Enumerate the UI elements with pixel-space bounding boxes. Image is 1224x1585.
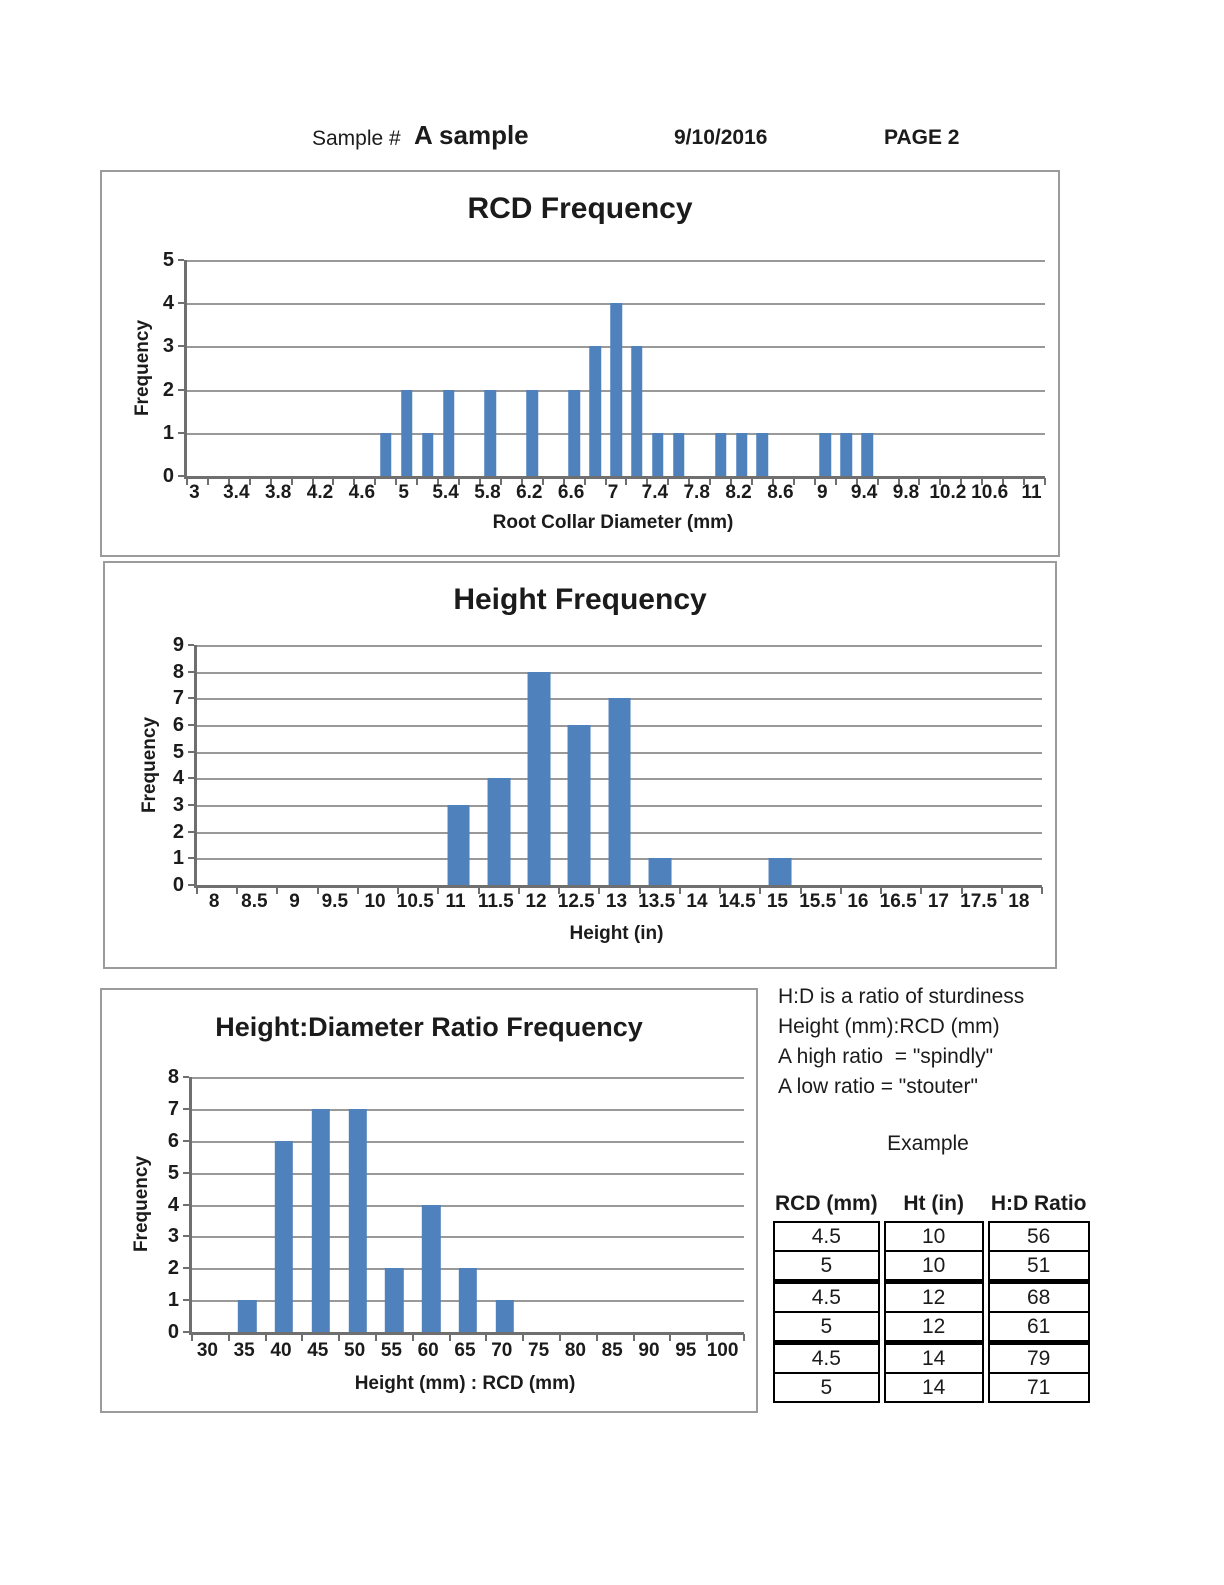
x-tick-label: 50 bbox=[344, 1340, 366, 1361]
y-axis-title: Frequency bbox=[131, 1155, 152, 1253]
x-tick-label: 65 bbox=[454, 1340, 476, 1361]
bar bbox=[422, 433, 434, 476]
y-tick-mark bbox=[178, 302, 184, 304]
table-cell: 51 bbox=[988, 1252, 1090, 1281]
table-cell: 10 bbox=[884, 1252, 984, 1281]
x-tick-label: 10 bbox=[364, 891, 386, 912]
x-tick-label: 95 bbox=[675, 1340, 697, 1361]
x-tick-label: 8.6 bbox=[767, 482, 794, 503]
x-tick-label: 16 bbox=[847, 891, 869, 912]
x-tick-label: 13.5 bbox=[638, 891, 676, 912]
y-tick-mark bbox=[183, 1204, 189, 1206]
y-tick-mark bbox=[178, 259, 184, 261]
y-tick-mark bbox=[183, 1172, 189, 1174]
x-tick-label: 35 bbox=[233, 1340, 255, 1361]
x-tick-label: 8 bbox=[208, 891, 220, 912]
bar bbox=[422, 1205, 440, 1333]
x-tick-label: 7 bbox=[607, 482, 619, 503]
sample-name-value: A sample bbox=[414, 120, 529, 150]
table-row bbox=[773, 1313, 1090, 1342]
x-tick-label: 17 bbox=[927, 891, 949, 912]
y-tick-mark bbox=[188, 884, 194, 886]
y-axis-labels bbox=[132, 634, 184, 896]
bar bbox=[527, 390, 539, 476]
x-tick-label: 11 bbox=[1021, 482, 1042, 503]
chart-title: RCD Frequency bbox=[467, 192, 693, 225]
bar bbox=[447, 805, 470, 885]
y-tick-label: 7 bbox=[172, 687, 184, 710]
rcd-frequency-chart-panel bbox=[100, 170, 1060, 557]
bar bbox=[487, 778, 510, 885]
example-table-header bbox=[773, 1192, 1090, 1221]
x-tick-label: 5 bbox=[398, 482, 410, 503]
height-frequency-chart-panel bbox=[103, 561, 1057, 969]
x-tick-mark bbox=[1041, 887, 1043, 894]
y-tick-mark bbox=[188, 831, 194, 833]
y-tick-mark bbox=[178, 475, 184, 477]
y-tick-label: 3 bbox=[162, 335, 174, 358]
bar bbox=[608, 698, 631, 885]
example-label: Example bbox=[887, 1132, 969, 1155]
bar bbox=[485, 390, 497, 476]
x-tick-label: 10.5 bbox=[396, 891, 434, 912]
x-tick-label: 30 bbox=[196, 1340, 218, 1361]
table-cell: 10 bbox=[884, 1221, 984, 1252]
bar bbox=[568, 725, 591, 885]
x-tick-label: 4.6 bbox=[348, 482, 376, 503]
gridline bbox=[187, 260, 1045, 262]
x-axis-title: Root Collar Diameter (mm) bbox=[492, 512, 734, 533]
x-tick-label: 55 bbox=[380, 1340, 402, 1361]
bar bbox=[652, 433, 664, 476]
y-tick-label: 8 bbox=[172, 660, 184, 683]
bar bbox=[715, 433, 727, 476]
table-cell: 14 bbox=[884, 1374, 984, 1403]
y-tick-mark bbox=[188, 777, 194, 779]
table-cell: 61 bbox=[988, 1313, 1090, 1342]
x-axis-title: Height (in) bbox=[569, 923, 664, 944]
bar bbox=[459, 1268, 477, 1332]
x-tick-label: 90 bbox=[638, 1340, 660, 1361]
y-tick-mark bbox=[188, 857, 194, 859]
y-axis-labels bbox=[127, 1066, 179, 1343]
y-tick-label: 4 bbox=[172, 767, 184, 790]
x-tick-label: 17.5 bbox=[960, 891, 998, 912]
note-line: H:D is a ratio of sturdiness bbox=[778, 985, 1025, 1008]
x-tick-label: 3.4 bbox=[223, 482, 250, 503]
y-tick-label: 0 bbox=[167, 1321, 179, 1343]
bar bbox=[496, 1300, 514, 1332]
x-axis-labels bbox=[194, 891, 1039, 915]
x-tick-label: 10.6 bbox=[971, 482, 1009, 503]
table-row bbox=[773, 1342, 1090, 1374]
x-tick-label: 60 bbox=[417, 1340, 439, 1361]
y-tick-label: 1 bbox=[167, 1289, 179, 1312]
x-tick-label: 85 bbox=[601, 1340, 623, 1361]
bar bbox=[736, 433, 748, 476]
x-axis-labels bbox=[184, 482, 1042, 506]
bar bbox=[312, 1109, 330, 1332]
table-cell: 56 bbox=[988, 1221, 1090, 1252]
x-tick-label: 45 bbox=[307, 1340, 329, 1361]
y-tick-mark bbox=[188, 644, 194, 646]
table-cell: 4.5 bbox=[773, 1342, 880, 1374]
y-tick-mark bbox=[183, 1140, 189, 1142]
x-tick-label: 9.5 bbox=[321, 891, 349, 912]
y-axis-title: Frequency bbox=[132, 319, 153, 417]
bar bbox=[401, 390, 413, 476]
table-cell: 12 bbox=[884, 1313, 984, 1342]
table-cell: 71 bbox=[988, 1374, 1090, 1403]
x-tick-label: 7.4 bbox=[641, 482, 669, 503]
note-line: A low ratio = "stouter" bbox=[778, 1075, 978, 1098]
table-cell: 4.5 bbox=[773, 1281, 880, 1313]
y-tick-label: 6 bbox=[167, 1129, 179, 1152]
hd-ratio-notes bbox=[778, 982, 1024, 1102]
table-column-header: Ht (in) bbox=[903, 1192, 964, 1215]
y-tick-label: 4 bbox=[167, 1193, 179, 1216]
y-tick-label: 4 bbox=[162, 292, 174, 315]
x-tick-label: 3 bbox=[189, 482, 200, 503]
y-tick-label: 5 bbox=[172, 740, 184, 763]
report-date: 9/10/2016 bbox=[674, 126, 768, 149]
y-tick-label: 1 bbox=[162, 421, 174, 444]
x-tick-label: 6.2 bbox=[516, 482, 543, 503]
x-tick-label: 4.2 bbox=[306, 482, 334, 503]
y-tick-mark bbox=[188, 724, 194, 726]
y-tick-mark bbox=[188, 697, 194, 699]
table-row bbox=[773, 1281, 1090, 1313]
y-tick-label: 5 bbox=[162, 249, 174, 271]
bar bbox=[840, 433, 852, 476]
y-tick-label: 8 bbox=[167, 1066, 179, 1088]
x-tick-label: 8.5 bbox=[241, 891, 268, 912]
x-tick-label: 12.5 bbox=[557, 891, 595, 912]
plot-area bbox=[189, 1077, 744, 1335]
y-tick-mark bbox=[188, 751, 194, 753]
x-tick-label: 12 bbox=[525, 891, 547, 912]
table-cell: 5 bbox=[773, 1313, 880, 1342]
table-row bbox=[773, 1252, 1090, 1281]
y-axis-title: Frequency bbox=[139, 716, 160, 814]
y-tick-label: 2 bbox=[167, 1257, 179, 1280]
bar bbox=[275, 1141, 293, 1332]
y-tick-label: 5 bbox=[167, 1161, 179, 1184]
bar bbox=[385, 1268, 403, 1332]
x-tick-label: 9.4 bbox=[850, 482, 878, 503]
x-tick-label: 7.8 bbox=[683, 482, 710, 503]
chart-title: Height Frequency bbox=[453, 583, 707, 616]
x-tick-label: 13 bbox=[605, 891, 628, 912]
y-tick-label: 6 bbox=[172, 714, 184, 737]
y-tick-label: 0 bbox=[162, 465, 174, 487]
y-tick-mark bbox=[178, 345, 184, 347]
y-tick-mark bbox=[183, 1331, 189, 1333]
plot-area bbox=[184, 260, 1045, 479]
page-number: PAGE 2 bbox=[884, 126, 960, 149]
table-cell: 5 bbox=[773, 1252, 880, 1281]
y-tick-label: 9 bbox=[172, 634, 184, 656]
table-cell: 68 bbox=[988, 1281, 1090, 1313]
bar bbox=[769, 858, 792, 885]
x-tick-label: 18 bbox=[1008, 891, 1030, 912]
y-tick-mark bbox=[188, 804, 194, 806]
table-cell: 14 bbox=[884, 1342, 984, 1374]
y-tick-mark bbox=[178, 389, 184, 391]
x-tick-label: 100 bbox=[706, 1340, 739, 1361]
bar bbox=[610, 303, 622, 476]
bar bbox=[443, 390, 455, 476]
chart-title: Height:Diameter Ratio Frequency bbox=[215, 1012, 643, 1042]
bar bbox=[348, 1109, 366, 1332]
y-tick-mark bbox=[183, 1299, 189, 1301]
bar bbox=[631, 346, 643, 476]
table-column-header: RCD (mm) bbox=[775, 1192, 878, 1215]
x-tick-label: 75 bbox=[528, 1340, 550, 1361]
gridline bbox=[197, 645, 1042, 647]
x-axis-title: Height (mm) : RCD (mm) bbox=[354, 1373, 576, 1394]
x-tick-label: 15.5 bbox=[799, 891, 837, 912]
x-tick-label: 5.4 bbox=[432, 482, 459, 503]
x-tick-label: 9.8 bbox=[892, 482, 920, 503]
x-tick-label: 70 bbox=[491, 1340, 513, 1361]
example-table-body bbox=[773, 1221, 1090, 1403]
x-tick-label: 16.5 bbox=[879, 891, 917, 912]
table-row bbox=[773, 1221, 1090, 1252]
y-tick-label: 2 bbox=[172, 820, 184, 843]
bar bbox=[380, 433, 392, 476]
gridline bbox=[197, 672, 1042, 674]
table-cell: 4.5 bbox=[773, 1221, 880, 1252]
x-tick-label: 14.5 bbox=[718, 891, 756, 912]
table-row bbox=[773, 1374, 1090, 1403]
sample-number-label: Sample # bbox=[312, 127, 401, 150]
bar bbox=[568, 390, 580, 476]
bar bbox=[820, 433, 832, 476]
table-column-header: H:D Ratio bbox=[990, 1192, 1087, 1215]
bar bbox=[528, 672, 551, 885]
x-tick-label: 40 bbox=[270, 1340, 292, 1361]
x-tick-label: 5.8 bbox=[474, 482, 501, 503]
plot-area bbox=[194, 645, 1042, 888]
y-tick-mark bbox=[183, 1235, 189, 1237]
x-tick-label: 15 bbox=[766, 891, 789, 912]
x-tick-label: 11 bbox=[445, 891, 466, 912]
y-tick-mark bbox=[188, 671, 194, 673]
y-axis-labels bbox=[122, 249, 174, 487]
x-axis-labels bbox=[189, 1340, 741, 1364]
x-tick-label: 11.5 bbox=[477, 891, 514, 912]
hd-ratio-frequency-chart-panel bbox=[100, 988, 758, 1413]
y-tick-label: 7 bbox=[167, 1097, 179, 1120]
example-table bbox=[769, 1192, 1094, 1403]
bar bbox=[238, 1300, 256, 1332]
x-tick-mark bbox=[743, 1334, 745, 1341]
x-tick-label: 9 bbox=[816, 482, 828, 503]
y-tick-mark bbox=[183, 1076, 189, 1078]
bar bbox=[861, 433, 873, 476]
bar bbox=[673, 433, 685, 476]
y-tick-label: 0 bbox=[172, 874, 184, 896]
note-line: A high ratio = "spindly" bbox=[778, 1045, 994, 1068]
table-cell: 79 bbox=[988, 1342, 1090, 1374]
y-tick-label: 2 bbox=[162, 378, 174, 401]
bar bbox=[589, 346, 601, 476]
x-tick-label: 9 bbox=[289, 891, 300, 912]
table-cell: 12 bbox=[884, 1281, 984, 1313]
x-tick-mark bbox=[1044, 478, 1046, 485]
y-tick-label: 1 bbox=[172, 847, 184, 870]
x-tick-label: 80 bbox=[564, 1340, 586, 1361]
gridline bbox=[192, 1077, 744, 1079]
y-tick-mark bbox=[183, 1267, 189, 1269]
table-cell: 5 bbox=[773, 1374, 880, 1403]
x-tick-label: 10.2 bbox=[929, 482, 967, 503]
bar bbox=[757, 433, 769, 476]
gridline bbox=[192, 1109, 744, 1111]
y-tick-mark bbox=[178, 432, 184, 434]
y-tick-mark bbox=[183, 1108, 189, 1110]
x-tick-label: 14 bbox=[686, 891, 708, 912]
y-tick-label: 3 bbox=[167, 1225, 179, 1248]
y-tick-label: 3 bbox=[172, 794, 184, 817]
note-line: Height (mm):RCD (mm) bbox=[778, 1015, 1000, 1038]
bar bbox=[648, 858, 671, 885]
x-tick-label: 8.2 bbox=[725, 482, 752, 503]
x-tick-label: 3.8 bbox=[264, 482, 292, 503]
x-tick-label: 6.6 bbox=[557, 482, 585, 503]
